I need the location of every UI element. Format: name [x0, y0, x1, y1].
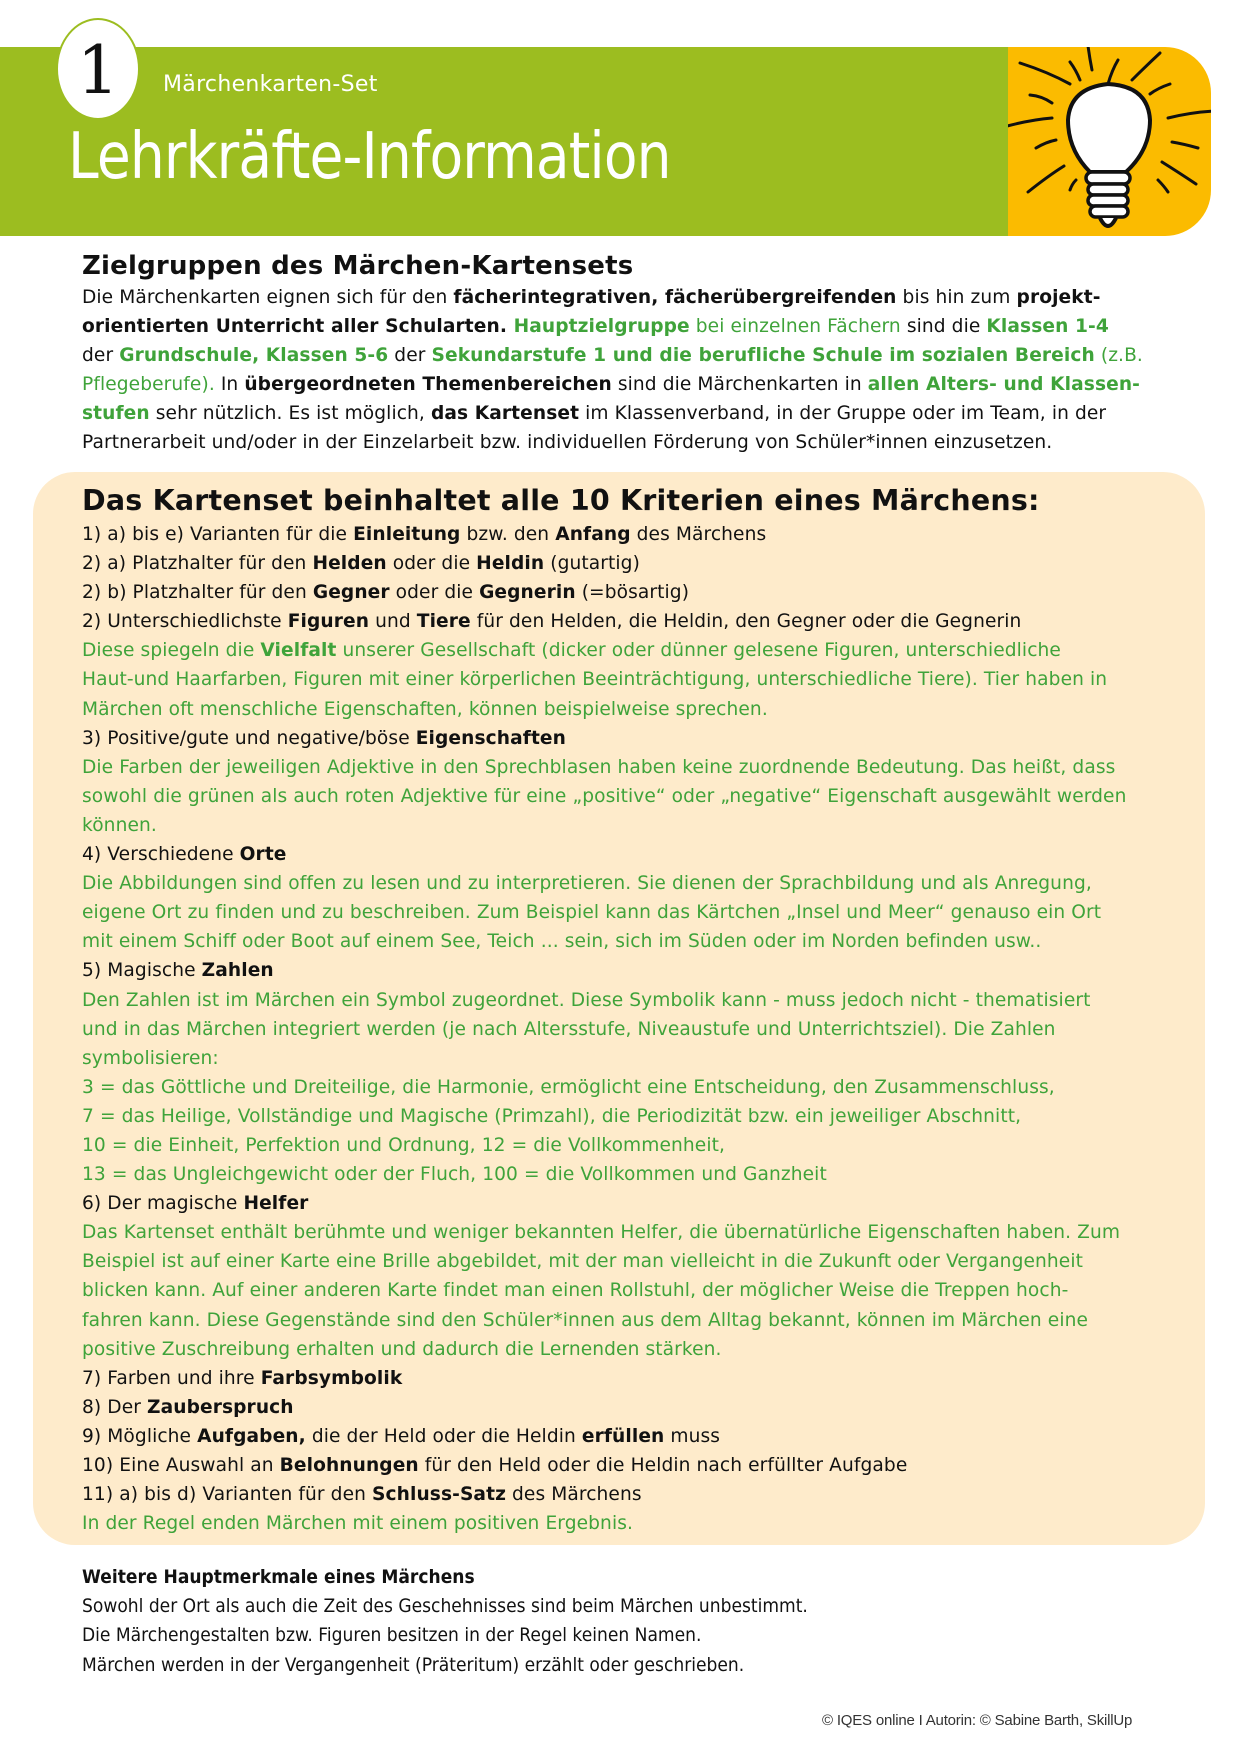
- emphasis-text: Hauptzielgruppe: [513, 316, 690, 338]
- text-run: mit einem Schiff oder Boot auf einem See, Teich ... sein, sich im Süden oder im Norden befinden usw..: [82, 931, 1042, 953]
- text-run: 8) Der: [82, 1396, 148, 1418]
- text-run: die der Held oder die Heldin: [305, 1425, 582, 1447]
- text-run: Partnerarbeit und/oder in der Einzelarbeit bzw. individuellen Förderung von Schüler*innen einzusetzen.: [82, 432, 1053, 454]
- text-run: für den Held oder die Heldin nach erfüllter Aufgabe: [418, 1455, 908, 1476]
- text-line: [82, 695, 1192, 724]
- text-run: sehr nützlich. Es ist möglich,: [149, 403, 431, 425]
- text-run: 2) a) Platzhalter für den: [82, 553, 313, 575]
- emphasis-text: Zahlen: [201, 960, 274, 982]
- text-line: [82, 1015, 1192, 1044]
- text-run: (=bösartig): [575, 582, 690, 604]
- further-features-line: Die Märchengestalten bzw. Figuren besitzen in der Regel keinen Namen.: [82, 1625, 702, 1647]
- further-features-heading: Weitere Hauptmerkmale eines Märchens: [82, 1567, 475, 1588]
- footer-copyright: © IQES online I Autorin: © Sabine Barth, SkillUp: [822, 1712, 1133, 1729]
- text-line: [82, 370, 1192, 399]
- text-run: bei einzelnen Fächern: [689, 316, 901, 338]
- text-run: eigene Ort zu finden und zu beschreiben. Zum Beispiel kann das Kärtchen „Insel und Meer“ genauso ein Ort: [82, 902, 1102, 924]
- text-run: der: [82, 345, 120, 367]
- text-run: 3) Positive/gute und negative/böse: [82, 727, 416, 749]
- text-line: [82, 341, 1192, 370]
- text-run: fahren kann. Diese Gegenstände sind den Schüler*innen aus dem Alltag bekannt, können im Märchen eine: [82, 1309, 1089, 1331]
- text-run: Den Zahlen ist im Märchen ein Symbol zugeordnet. Diese Symbolik kann - muss jedoch nicht - thematisiert: [82, 989, 1091, 1011]
- text-run: 13 = das Ungleichgewicht oder der Fluch, 100 = die Vollkommen und Ganzheit: [82, 1164, 827, 1186]
- text-line: [82, 1335, 1192, 1364]
- target-groups-heading: Zielgruppen des Märchen-Kartensets: [82, 251, 634, 281]
- emphasis-text: Eigenschaften: [415, 727, 566, 749]
- emphasis-text: Anfang: [555, 524, 631, 545]
- text-run: für den Helden, die Heldin, den Gegner oder die Gegnerin: [470, 611, 1022, 633]
- text-line: [82, 1247, 1192, 1276]
- text-run: Die Farben der jeweiligen Adjektive in den Sprechblasen haben keine zuordnende Bedeutung. Das heißt, dass: [82, 756, 1116, 778]
- text-run: sind die Märchenkarten in: [611, 374, 868, 396]
- criteria-heading: Das Kartenset beinhaltet alle 10 Kriterien eines Märchens:: [82, 484, 1040, 517]
- text-run: In der Regel enden Märchen mit einem positiven Ergebnis.: [82, 1513, 634, 1535]
- text-line: [82, 1393, 1192, 1422]
- further-features-line: Märchen werden in der Vergangenheit (Präteritum) erzählt oder geschrieben.: [82, 1654, 745, 1676]
- text-line: [82, 1189, 1192, 1218]
- text-run: 3 = das Göttliche und Dreiteilige, die Harmonie, ermöglicht eine Entscheidung, den Zusammenschluss,: [82, 1076, 1055, 1098]
- lightbulb-icon: [1008, 47, 1211, 236]
- emphasis-text: Klassen 1-4: [986, 316, 1109, 338]
- emphasis-text: Helden: [312, 553, 387, 575]
- text-run: muss: [664, 1425, 721, 1447]
- text-line: [82, 811, 1192, 840]
- text-run: Pflegeberufe).: [82, 374, 215, 396]
- emphasis-text: stufen: [82, 403, 150, 425]
- text-line: [82, 636, 1192, 665]
- text-line: [82, 1509, 1192, 1538]
- text-run: 10) Eine Auswahl an: [82, 1455, 280, 1476]
- text-run: des Märchens: [506, 1484, 642, 1506]
- text-run: des Märchens: [630, 524, 767, 545]
- text-line: [82, 1044, 1192, 1073]
- text-run: In: [214, 374, 245, 396]
- text-run: bis hin zum: [896, 287, 1017, 308]
- header-subtitle: Märchenkarten-Set: [163, 72, 378, 97]
- text-run: 11) a) bis d) Varianten für den: [82, 1484, 373, 1506]
- text-run: 6) Der magische: [82, 1193, 244, 1215]
- text-run: Märchen oft menschliche Eigenschaften, können beispielweise sprechen.: [82, 698, 768, 720]
- text-line: [82, 665, 1192, 694]
- text-run: 10 = die Einheit, Perfektion und Ordnung, 12 = die Vollkommenheit,: [82, 1134, 725, 1156]
- emphasis-text: Vielfalt: [260, 640, 337, 662]
- emphasis-text: projekt-: [1016, 287, 1101, 308]
- emphasis-text: Farbsymbolik: [260, 1367, 403, 1389]
- emphasis-text: Tiere: [416, 611, 471, 633]
- criteria-list: [82, 520, 1192, 1538]
- text-line: [82, 782, 1192, 811]
- text-line: [82, 1131, 1192, 1160]
- text-line: [82, 428, 1192, 457]
- text-line: [82, 1276, 1192, 1305]
- text-line: [82, 549, 1192, 578]
- text-line: [82, 578, 1192, 607]
- text-run: 5) Magische: [82, 960, 202, 982]
- text-line: [82, 898, 1192, 927]
- text-run: 7 = das Heilige, Vollständige und Magische (Primzahl), die Periodizität bzw. ein jeweiliger Abschnitt,: [82, 1105, 1022, 1127]
- emphasis-text: Sekundarstufe 1 und die berufliche Schule im sozialen Bereich: [431, 345, 1095, 367]
- page-title: Lehrkräfte-Information: [68, 120, 671, 194]
- emphasis-text: Helfer: [243, 1193, 309, 1215]
- emphasis-text: das Kartenset: [430, 403, 580, 425]
- further-features-section: [82, 1563, 1182, 1680]
- text-run: sowohl die grünen als auch roten Adjektive für eine „positive“ oder „negative“ Eigenschaft ausgewählt werden: [82, 785, 1127, 807]
- text-run: 7) Farben und ihre: [82, 1367, 261, 1389]
- emphasis-text: Einleitung: [353, 524, 461, 545]
- emphasis-text: orientierten Unterricht aller Schularten.: [82, 316, 514, 338]
- text-run: Das Kartenset enthält berühmte und weniger bekannten Helfer, die übernatürliche Eigenschaften haben. Zum: [82, 1222, 1121, 1244]
- text-line: [82, 1218, 1192, 1247]
- text-run: und: [369, 611, 417, 633]
- text-run: blicken kann. Auf einer anderen Karte findet man einen Rollstuhl, der möglicher Weise die Treppen hoch-: [82, 1280, 1069, 1302]
- text-run: und in das Märchen integriert werden (je nach Altersstufe, Niveaustufe und Unterrichtsziel). Die Zahlen: [82, 1018, 1056, 1040]
- text-run: Beispiel ist auf einer Karte eine Brille abgebildet, mit der man vielleicht in die Zukunft oder Vergangenheit: [82, 1251, 1083, 1273]
- text-line: [82, 956, 1192, 985]
- text-line: [82, 1306, 1192, 1335]
- text-line: [82, 1451, 1192, 1480]
- text-line: [82, 1364, 1192, 1393]
- text-run: (gutartig): [544, 553, 640, 575]
- text-line: [82, 1073, 1192, 1102]
- emphasis-text: Gegner: [312, 582, 390, 604]
- section-number-badge: [56, 18, 140, 120]
- text-line: [82, 840, 1192, 869]
- emphasis-text: Zauberspruch: [147, 1396, 294, 1418]
- emphasis-text: Figuren: [287, 611, 370, 633]
- text-line: [82, 283, 1192, 312]
- text-run: symbolisieren:: [82, 1047, 219, 1069]
- text-run: unserer Gesellschaft (dicker oder dünner gelesene Figuren, unterschiedliche: [336, 640, 1061, 662]
- emphasis-text: Belohnungen: [279, 1455, 419, 1476]
- text-run: Diese spiegeln die: [82, 640, 261, 662]
- text-line: [82, 1422, 1192, 1451]
- text-run: 4) Verschiedene: [82, 844, 240, 866]
- text-run: positive Zuschreibung erhalten und dadurch die Lernenden stärken.: [82, 1338, 722, 1360]
- text-line: [82, 520, 1192, 549]
- emphasis-text: Grundschule, Klassen 5-6: [119, 345, 389, 367]
- target-groups-paragraph: [82, 283, 1192, 458]
- text-line: [82, 724, 1192, 753]
- text-run: oder die: [389, 582, 480, 604]
- text-line: [82, 1160, 1192, 1189]
- text-line: [82, 1102, 1192, 1131]
- lightbulb-panel: [1008, 47, 1211, 236]
- emphasis-text: fächerintegrativen, fächerübergreifenden: [453, 287, 897, 308]
- emphasis-text: Aufgaben,: [197, 1425, 306, 1447]
- text-run: (z.B.: [1094, 345, 1143, 367]
- text-run: 9) Mögliche: [82, 1425, 198, 1447]
- text-run: oder die: [386, 553, 477, 575]
- text-run: 2) b) Platzhalter für den: [82, 582, 313, 604]
- emphasis-text: erfüllen: [581, 1425, 665, 1447]
- text-line: [82, 869, 1192, 898]
- text-run: der: [388, 345, 432, 367]
- target-groups-section: [82, 249, 1192, 458]
- text-line: [82, 986, 1192, 1015]
- text-run: 2) Unterschiedlichste: [82, 611, 288, 633]
- emphasis-text: Gegnerin: [479, 582, 576, 604]
- text-run: können.: [82, 814, 157, 836]
- text-run: 1) a) bis e) Varianten für die: [82, 524, 354, 545]
- emphasis-text: Heldin: [476, 553, 545, 575]
- criteria-box: [33, 472, 1205, 1545]
- text-line: [82, 1480, 1192, 1509]
- text-line: [82, 753, 1192, 782]
- text-line: [82, 607, 1192, 636]
- text-run: sind die: [900, 316, 987, 338]
- text-run: Die Märchenkarten eignen sich für den: [82, 287, 454, 308]
- text-line: [82, 312, 1192, 341]
- emphasis-text: Orte: [239, 844, 287, 866]
- text-run: bzw. den: [460, 524, 556, 545]
- section-number: 1: [77, 32, 119, 109]
- text-run: Die Abbildungen sind offen zu lesen und zu interpretieren. Sie dienen der Sprachbildung und als Anregung,: [82, 873, 1092, 895]
- further-features-line: Sowohl der Ort als auch die Zeit des Geschehnisses sind beim Märchen unbestimmt.: [82, 1596, 808, 1617]
- emphasis-text: Schluss-Satz: [372, 1484, 506, 1506]
- text-run: Haut-und Haarfarben, Figuren mit einer körperlichen Beeinträchtigung, unterschiedliche Tiere). Tier haben in: [82, 669, 1108, 691]
- text-line: [82, 399, 1192, 428]
- text-run: im Klassenverband, in der Gruppe oder im Team, in der: [579, 403, 1107, 425]
- text-line: [82, 927, 1192, 956]
- emphasis-text: allen Alters- und Klassen-: [867, 374, 1140, 396]
- emphasis-text: übergeordneten Themenbereichen: [244, 374, 612, 396]
